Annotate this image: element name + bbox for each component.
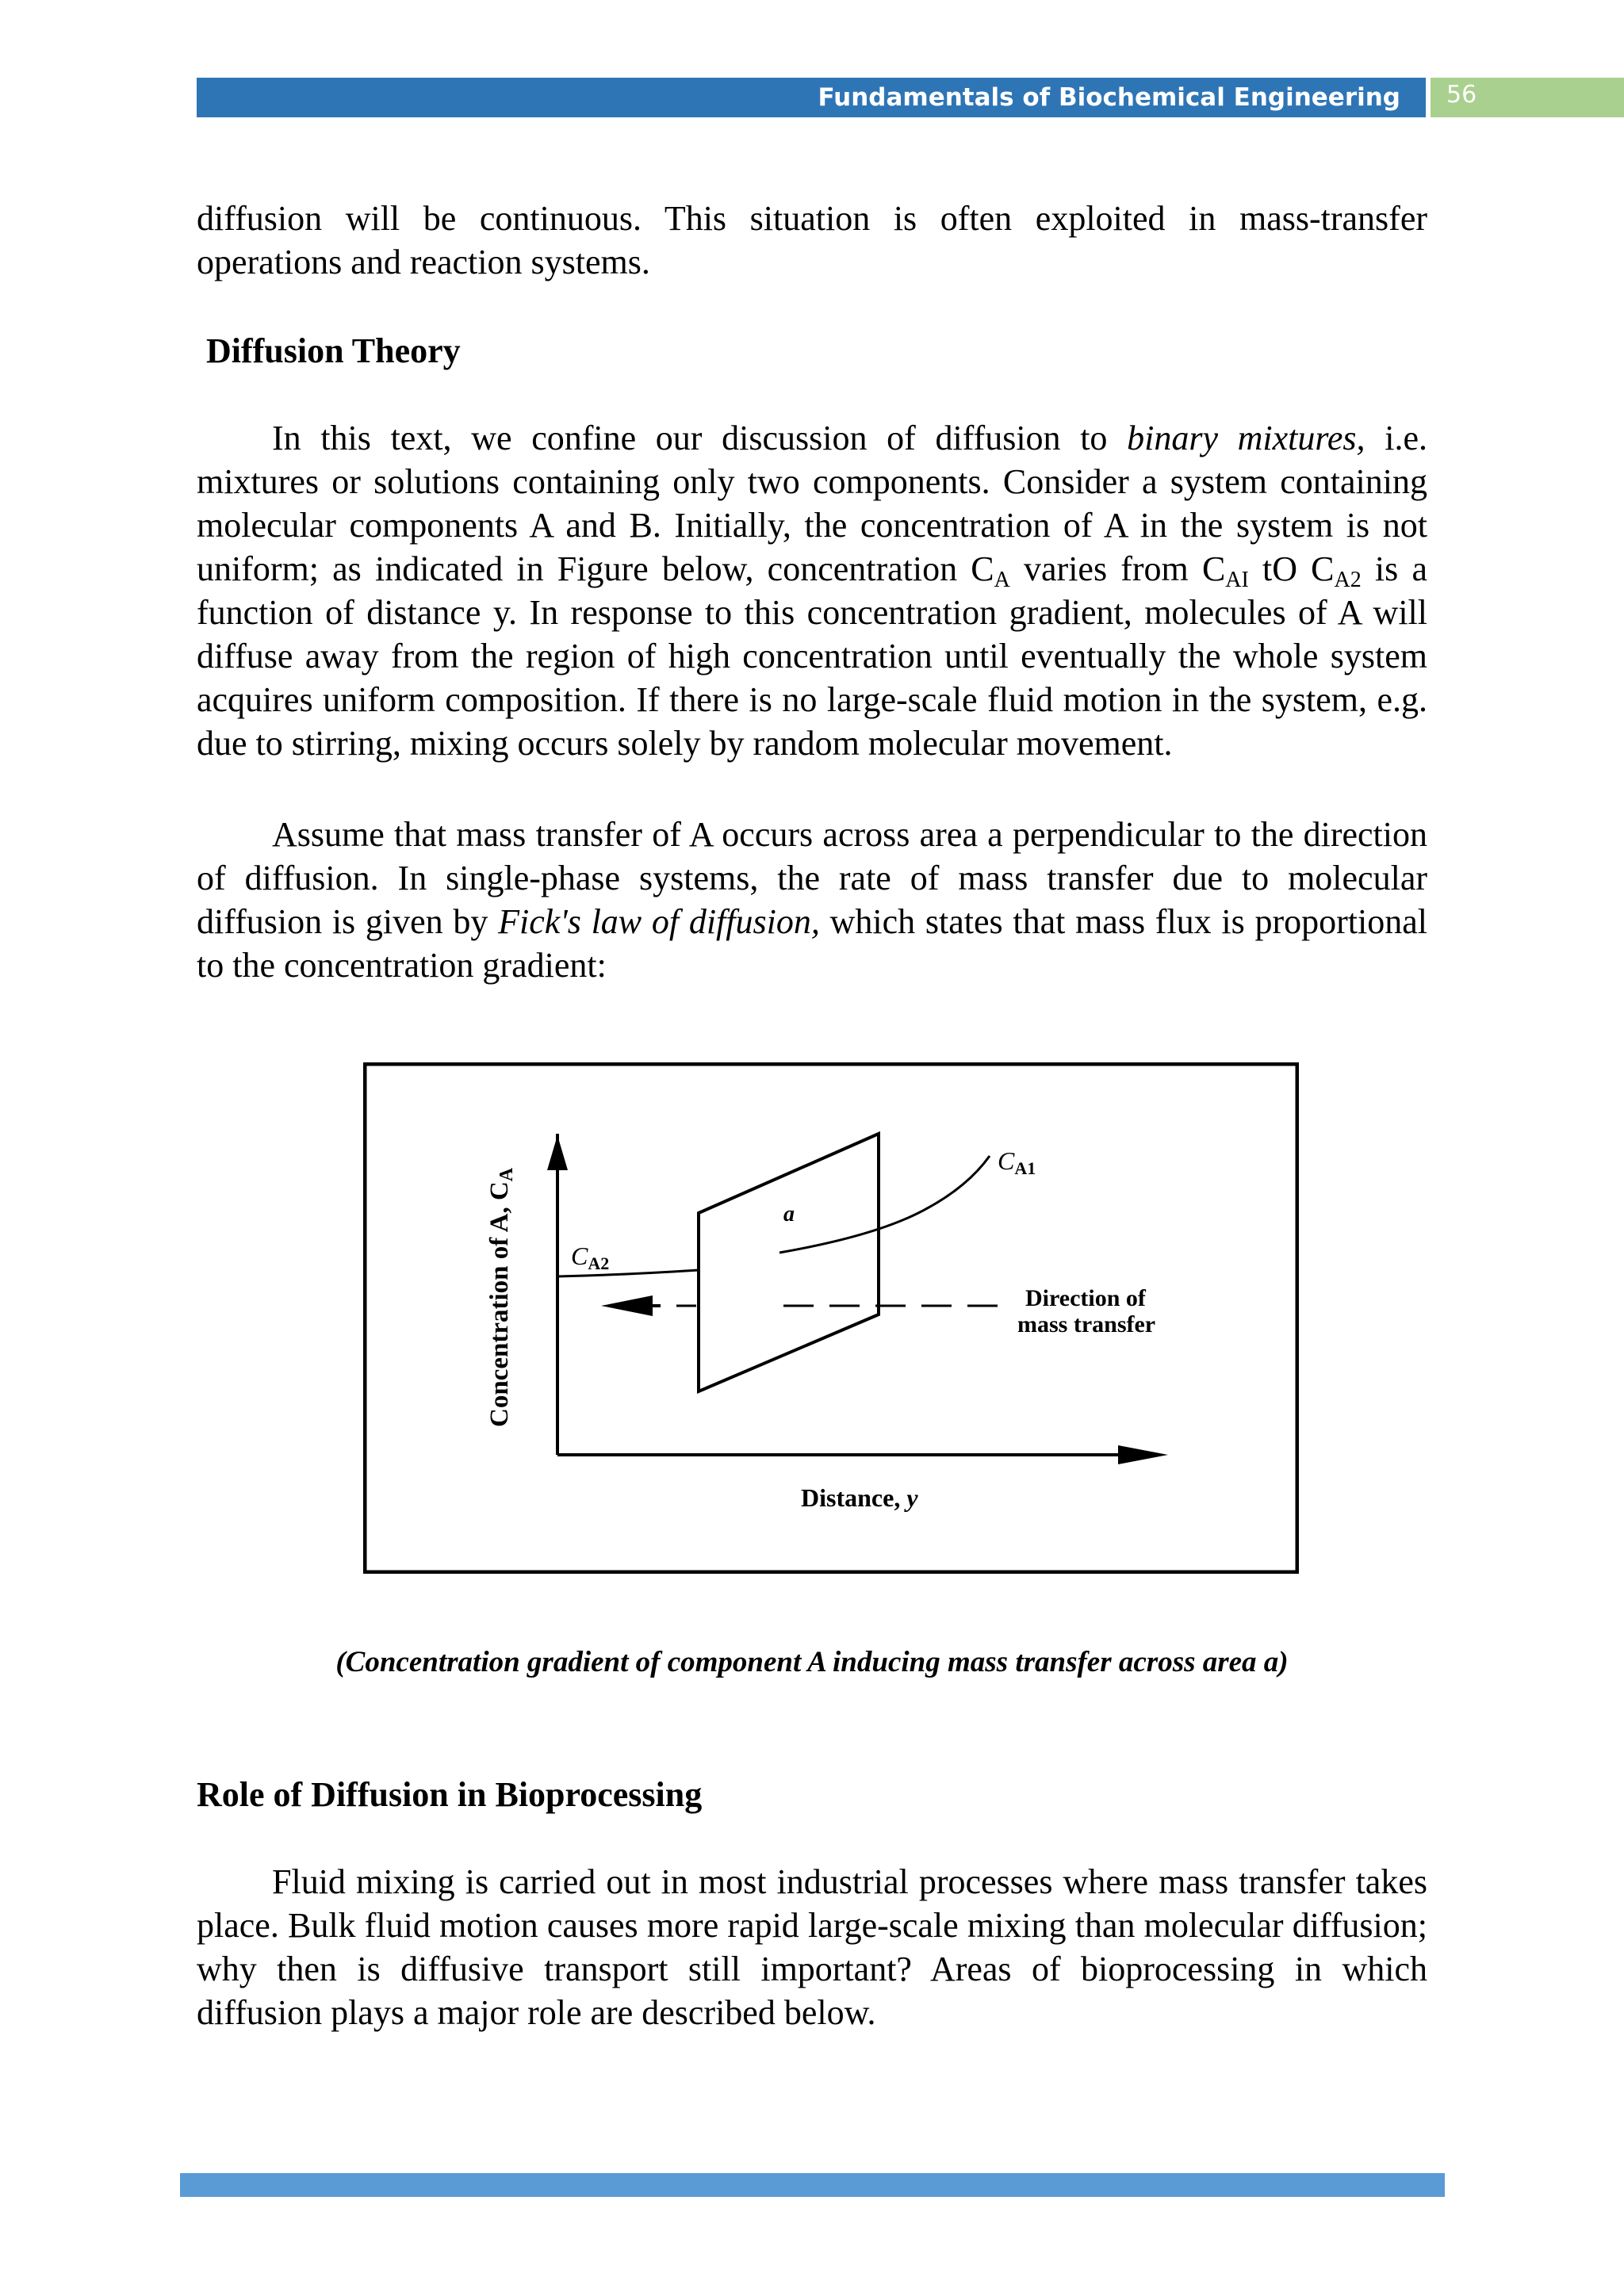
section-heading-role-of-diffusion: Role of Diffusion in Bioprocessing xyxy=(197,1775,703,1814)
diffusion-theory-paragraph-2: Assume that mass transfer of A occurs across area a perpendicular to the direction of diffusion. In single-phase systems, the rate of mass transfer due to molecular diffusion is given by Fick's law of diffusion, which states that mass flux is proportional to the concentration gradient: xyxy=(197,815,1428,985)
direction-label-line2: mass transfer xyxy=(1017,1311,1156,1337)
ca2-label: CA2 xyxy=(571,1242,610,1273)
x-axis-label: Distance, y xyxy=(801,1483,918,1512)
y-axis-arrowhead xyxy=(547,1135,568,1170)
figure-diagram xyxy=(363,1062,1299,1574)
figure-caption: (Concentration gradient of component A inducing mass transfer across area a) xyxy=(335,1646,1289,1678)
section-heading-diffusion-theory: Diffusion Theory xyxy=(206,331,461,370)
emphasis-binary-mixtures: binary mixtures, xyxy=(1127,419,1365,457)
direction-label-line1: Direction of xyxy=(1025,1285,1146,1311)
page-number-box xyxy=(1431,78,1624,117)
direction-arrowhead xyxy=(601,1295,653,1316)
header-bar xyxy=(197,78,1426,117)
diffusion-theory-paragraph-1: In this text, we confine our discussion of diffusion to binary mixtures, i.e. mixtures or solutions containing only two components. Consider a system containing molecular components A and B. Initially, the concentration of A in the system is not uniform; as indicated in Figure below, concentration $C_A$ varies from $C_{AI}$ tO $C_{A2}$ is a function of distance y. In response to this concentration gradient, molecules of A will diffuse away from the region of high concentration until eventually the whole system acquires uniform composition. If there is no large-scale fluid motion in the system, e.g. due to stirring, mixing occurs solely by random molecular movement. xyxy=(197,419,1427,763)
concentration-gradient-figure xyxy=(363,1062,1299,1574)
ca2-curve xyxy=(557,1270,699,1276)
book-title: Fundamentals of Biochemical Engineering xyxy=(818,83,1400,112)
area-label: a xyxy=(783,1202,795,1226)
ca1-curve xyxy=(779,1156,990,1253)
area-plane xyxy=(699,1134,879,1391)
x-axis-arrowhead xyxy=(1118,1445,1168,1464)
y-axis-label: Concentration of A, CA xyxy=(485,1167,517,1427)
page-number: 56 xyxy=(1446,81,1477,109)
intro-paragraph: diffusion will be continuous. This situation is often exploited in mass-transfer operations and reaction systems. xyxy=(197,199,1427,281)
role-of-diffusion-paragraph: Fluid mixing is carried out in most industrial processes where mass transfer takes place. Bulk fluid motion causes more rapid large-scale mixing than molecular diffusion; why then is diffusive transport still important? Areas of bioprocessing in which diffusion plays a major role are described below. xyxy=(197,1862,1427,2032)
footer-bar xyxy=(180,2173,1445,2197)
emphasis-ficks-law: Fick's law of diffusion, xyxy=(498,902,820,941)
ca1-label: CA1 xyxy=(998,1146,1036,1178)
